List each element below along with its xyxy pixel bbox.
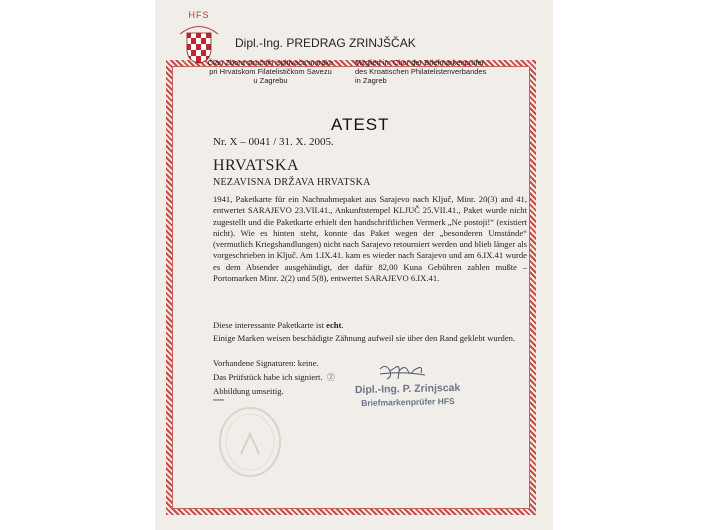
handwritten-signature bbox=[377, 362, 429, 384]
signature-mark-icon: Ⓩ bbox=[327, 373, 335, 382]
header-german bbox=[355, 58, 520, 85]
signatures-note: Vorhandene Signaturen: keine. bbox=[213, 358, 319, 368]
country-heading: HRVATSKA bbox=[213, 157, 299, 174]
description-paragraph: 1941, Paketkarte für ein Nachnahmepaket aus Sarajevo nach Ključ, Minr. 20(3) and 41, entwertet SARAJEVO 23.VII.41., Ankunftstempel KLJUČ 25.VII.41., Paket wurde nicht zugestellt und die Paketkarte erhielt den handschriftlichen Vermerk „Ne postoji!“ (existiert nicht). Wie es hinten steht, konnte das Paket wegen der „besonderen Umstände“ (vermutlich Kriegshandlungen) nicht nach Sarajevo retourniert werden und blieb länger als vorgeschrieben in Ključ. Am 1.IX.41. kam es wieder nach Sarajevo und am 6.IX.41 wurde es dem Absender ausgehändigt, der dafür 82,00 Kuna Gebühren zahlen mußte – Portomarken Minr. 2(2) und 5(8), entwertet SARAJEVO 6.IX.41. bbox=[213, 194, 527, 284]
examiner-stamp bbox=[355, 382, 461, 408]
examiner-name: Dipl.-Ing. PREDRAG ZRINJŠČAK bbox=[235, 36, 416, 50]
header-left-line: pri Hrvatskom Filatelističkom Savezu bbox=[209, 67, 332, 76]
damage-note: Einige Marken weisen beschädigte Zähnung aufweil sie über den Rand geklebt wurden. bbox=[213, 333, 516, 343]
state-subheading: NEZAVISNA DRŽAVA HRVATSKA bbox=[213, 177, 371, 188]
logo-text: HFS bbox=[188, 10, 210, 20]
stamp-line-2: Briefmarkenprüfer HFS bbox=[361, 396, 455, 408]
header-croatian bbox=[188, 58, 353, 85]
header-left-line: Član Zbora stručnih ispitivača maraka bbox=[207, 58, 334, 67]
header-right-line: des Kroatischen Philatelistenverbandes bbox=[355, 67, 487, 76]
header-left-line: u Zagrebu bbox=[253, 76, 288, 85]
small-mark: ºººººº bbox=[213, 399, 225, 405]
genuine-word: echt bbox=[326, 320, 342, 330]
stamp-line-1: Dipl.-Ing. P. Zrinjscak bbox=[354, 381, 461, 397]
watermark-seal-icon bbox=[215, 400, 285, 480]
header-right-line: Mitglied im Chor der Briefmarkenprüfer bbox=[355, 58, 485, 67]
header-right-line: in Zagreb bbox=[355, 76, 387, 85]
certificate-title: ATEST bbox=[331, 115, 390, 134]
certificate-page bbox=[155, 0, 553, 530]
genuine-statement bbox=[213, 320, 344, 330]
signed-note: Das Prüfstück habe ich signiert. bbox=[213, 372, 323, 382]
certificate-number: Nr. X – 0041 / 31. X. 2005. bbox=[213, 136, 334, 148]
genuine-prefix: Diese interessante Paketkarte ist bbox=[213, 320, 327, 330]
genuine-suffix: . bbox=[341, 320, 344, 330]
illustration-note: Abbildung umseitig. bbox=[213, 386, 284, 396]
